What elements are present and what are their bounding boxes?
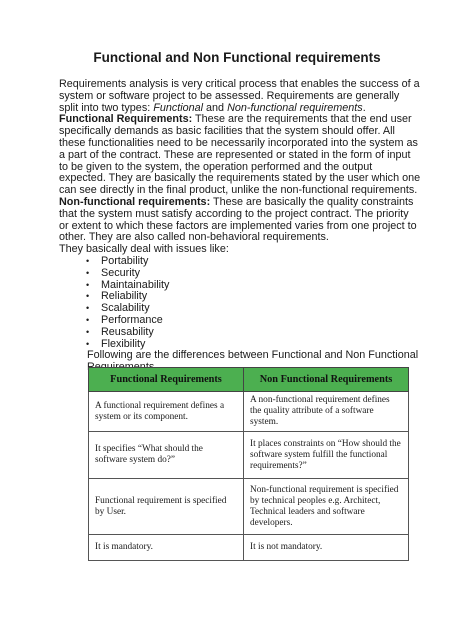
table-cell: It is not mandatory. xyxy=(244,535,409,561)
list-item: • Performance xyxy=(99,315,421,327)
non-functional-label: Non-functional requirements: xyxy=(59,195,211,208)
page-title: Functional and Non Functional requirements xyxy=(93,50,381,65)
functional-label: Functional Requirements: xyxy=(59,113,193,126)
list-item: • Reliability xyxy=(99,291,421,303)
table-cell: A functional requirement defines a system or its component. xyxy=(89,392,244,432)
differences-intro: Following are the differences between Functional and Non Functional xyxy=(87,349,419,362)
table-row xyxy=(89,535,409,561)
table-row xyxy=(89,432,409,479)
list-item: • Portability xyxy=(99,256,421,268)
table-cell: Non-functional requirement is specified by technical peoples e.g. Architect, Technical leaders and software developers. xyxy=(244,479,409,535)
non-functional-paragraph xyxy=(59,197,421,244)
functional-paragraph xyxy=(59,114,421,197)
table-cell: It places constraints on “How should the software system fulfill the functional requirements?” xyxy=(244,432,409,479)
table-header-row xyxy=(89,368,409,392)
list-item: • Security xyxy=(99,268,421,280)
non-functional-text: These are basically the quality constraints that the system must satisfy according to the project contract. The priority or extent to which these factors are implemented varies from one project to other. They are also called non-behavioral requirements. xyxy=(59,195,417,244)
issues-list xyxy=(59,256,421,350)
list-item: • Scalability xyxy=(99,303,421,315)
intro-term-functional: Functional xyxy=(153,101,204,114)
list-item: • Flexibility xyxy=(99,339,421,351)
header-functional: Functional Requirements xyxy=(89,368,244,392)
table-row xyxy=(89,392,409,432)
table-cell: A non-functional requirement defines the quality attribute of a software system. xyxy=(244,392,409,432)
table-cell: It specifies “What should the software system do?” xyxy=(89,432,244,479)
table-cell: It is mandatory. xyxy=(89,535,244,561)
functional-text: These are the requirements that the end user specifically demands as basic facilities that the system should offer. All these functionalities need to be necessarily incorporated into the system as a part of the contract. These are represented or stated in the form of input to be given to the system, the operation performed and the output expected. They are basically the requirements stated by the user which one can see directly in the final product, unlike the non-functional requirements. xyxy=(59,113,421,197)
intro-end: . xyxy=(362,101,366,114)
issues-intro: They basically deal with issues like: xyxy=(59,243,229,256)
differences-table xyxy=(88,367,409,561)
list-item: • Reusability xyxy=(99,327,421,339)
intro-text: Requirements analysis is very critical process that enables the success of a system or software project to be assessed. Requirements are generally split into two types: xyxy=(59,78,420,114)
header-non-functional: Non Functional Requirements xyxy=(244,368,409,392)
document-body xyxy=(59,79,421,374)
intro-and: and xyxy=(203,101,228,114)
table-row xyxy=(89,479,409,535)
table-cell: Functional requirement is specified by User. xyxy=(89,479,244,535)
intro-term-nonfunctional: Non-functional requirements xyxy=(227,101,363,114)
intro-paragraph xyxy=(59,79,421,114)
list-item: • Maintainability xyxy=(99,280,421,292)
